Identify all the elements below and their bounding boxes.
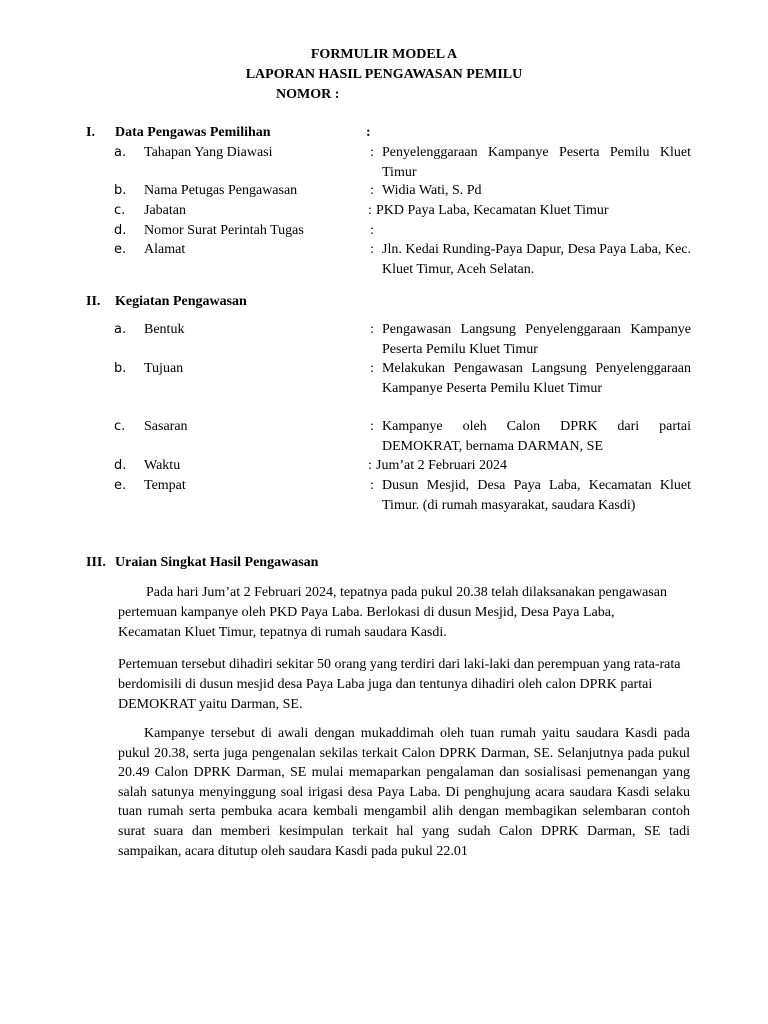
field-value: Melakukan Pengawasan Langsung Penyelenggaraan Kampanye Peserta Pemilu Kluet Timur <box>382 361 691 396</box>
field-value: Penyelenggaraan Kampanye Peserta Pemilu Kluet Timur <box>382 145 691 180</box>
list-letter: c. <box>114 419 126 434</box>
colon: : <box>370 322 374 337</box>
section2-heading: Kegiatan Pengawasan <box>115 294 247 309</box>
field-label: Sasaran <box>144 419 188 434</box>
field-label: Nomor Surat Perintah Tugas <box>144 223 304 238</box>
field-label: Bentuk <box>144 322 185 337</box>
field-value: PKD Paya Laba, Kecamatan Kluet Timur <box>376 203 609 218</box>
paragraph-3: Kampanye tersebut di awali dengan mukaddimah oleh tuan rumah yaitu saudara Kasdi pada pukul 20.38, serta juga pengenalan sekilas terkait Calon DPRK Darman, SE. Selanjutnya pada pukul 20.49 Calon DPRK Darman, SE mulai memaparkan pengalaman dan sosialisasi pemenangan yang salah satunya menyinggung soal irigasi desa Paya Laba. Di penghujung acara saudara Kasdi selaku tuan rumah serta pembuka acara kembali mengambil alih dengan membagikan selembaran contoh surat suara dan memberi kesimpulan terkait hal yang sudah Calon DPRK Darman, SE tadi sampaikan, acara ditutup oleh saudara Kasdi pada pukul 22.01 <box>118 726 690 859</box>
colon: : <box>368 203 372 218</box>
field-label: Jabatan <box>144 203 186 218</box>
section1-number: I. <box>86 125 95 140</box>
section3-heading: Uraian Singkat Hasil Pengawasan <box>115 555 319 570</box>
section1-heading: Data Pengawas Pemilihan <box>115 125 271 140</box>
list-letter: d. <box>114 458 127 473</box>
colon: : <box>370 183 374 198</box>
field-label: Nama Petugas Pengawasan <box>144 183 298 198</box>
list-letter: a. <box>114 145 127 160</box>
list-letter: e. <box>114 242 127 257</box>
list-letter: d. <box>114 223 127 238</box>
paragraph-1: Pada hari Jum’at 2 Februari 2024, tepatnya pada pukul 20.38 telah dilaksanakan pengawasan pertemuan kampanye oleh PKD Paya Laba. Berlokasi di dusun Mesjid, Desa Paya Laba, Kecamatan Kluet Timur, tepatnya di rumah saudara Kasdi. <box>118 585 667 640</box>
field-label: Waktu <box>144 458 181 473</box>
field-value: Jum’at 2 Februari 2024 <box>376 458 508 473</box>
field-label: Tahapan Yang Diawasi <box>144 145 273 160</box>
list-letter: e. <box>114 478 127 493</box>
field-value: Pengawasan Langsung Penyelenggaraan Kampanye Peserta Pemilu Kluet Timur <box>382 322 691 357</box>
field-label: Tempat <box>144 478 186 493</box>
field-value: Kampanye oleh Calon DPRK dari partai DEMOKRAT, bernama DARMAN, SE <box>382 419 691 454</box>
field-value: Dusun Mesjid, Desa Paya Laba, Kecamatan Kluet Timur. (di rumah masyarakat, saudara Kasdi) <box>382 478 691 513</box>
field-label: Tujuan <box>144 361 184 376</box>
section3-number: III. <box>86 555 106 570</box>
field-value: Jln. Kedai Runding-Paya Dapur, Desa Paya Laba, Kec. Kluet Timur, Aceh Selatan. <box>382 242 691 277</box>
colon: : <box>370 223 374 238</box>
colon: : <box>370 361 374 376</box>
colon: : <box>370 242 374 257</box>
form-title: FORMULIR MODEL A <box>310 47 458 62</box>
list-letter: a. <box>114 322 127 337</box>
list-letter: c. <box>114 203 126 218</box>
colon: : <box>370 419 374 434</box>
field-value: Widia Wati, S. Pd <box>382 183 482 198</box>
colon: : <box>370 145 374 160</box>
section2-number: II. <box>86 294 101 309</box>
colon: : <box>370 478 374 493</box>
colon: : <box>368 458 372 473</box>
section1-colon: : <box>366 125 371 140</box>
list-letter: b. <box>114 183 127 198</box>
nomor-label: NOMOR : <box>276 87 340 102</box>
paragraph-2: Pertemuan tersebut dihadiri sekitar 50 orang yang terdiri dari laki-laki dan perempuan yang rata-rata berdomisili di dusun mesjid desa Paya Laba juga dan tentunya dihadiri oleh calon DPRK partai DEMOKRAT yaitu Darman, SE. <box>118 657 681 712</box>
field-label: Alamat <box>144 242 186 257</box>
report-title: LAPORAN HASIL PENGAWASAN PEMILU <box>245 67 523 82</box>
list-letter: b. <box>114 361 127 376</box>
